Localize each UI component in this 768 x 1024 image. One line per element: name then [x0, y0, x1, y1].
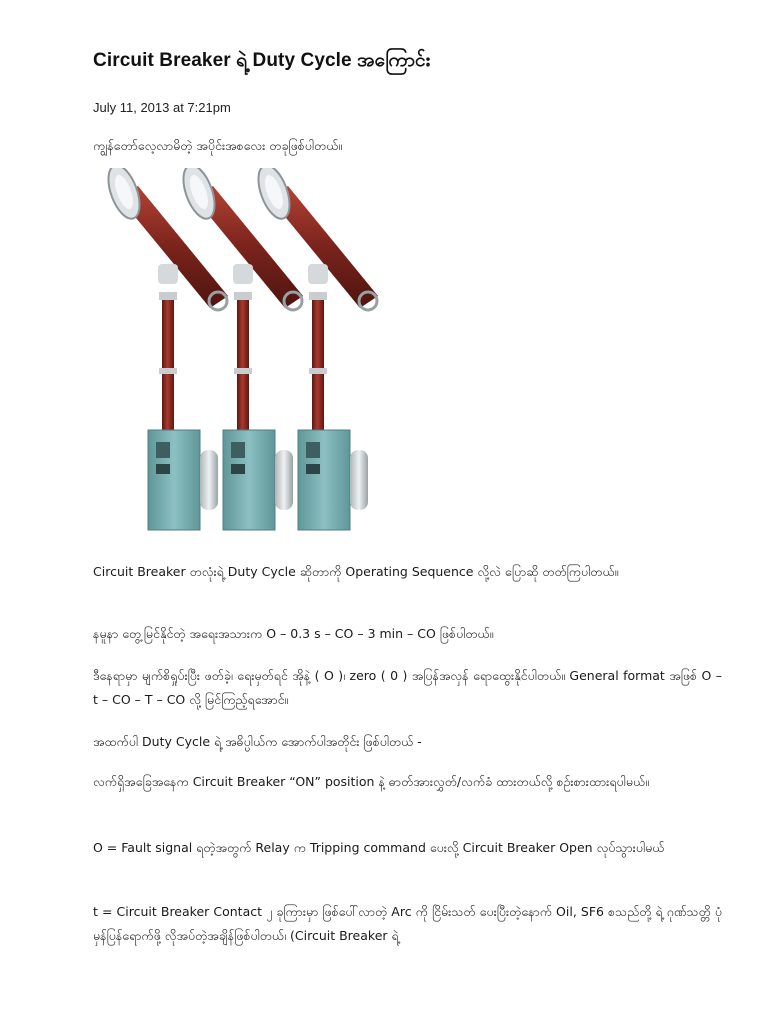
- circuit-breaker-image: [96, 168, 396, 538]
- paragraph-dead-time: t = Circuit Breaker Contact ၂ ခုကြားမှာ ဖြစ်ပေါ်လာတဲ့ Arc ကို ငြိမ်းသတ် ပေးပြီးတဲ့နောက် Oil, SF6 စသည်တို့ ရဲ့ ဂုဏ်သတ္တိ ပုံမှန်ပြန်ရောက်ဖို့ လိုအပ်တဲ့အချိန်ဖြစ်ပါတယ်၊ (Circuit Breaker ရဲ့: [93, 904, 722, 943]
- paragraph-general-format: ဒီနေရာမှာ မျက်စိရှုပ်းပြီး ဖတ်ခဲ့၊ ရေးမှတ်ရင် အိုနဲ့ ( O )၊ zero ( 0 ) အပြန်အလှန် ရောထွေးနိုင်ပါတယ်။ General format အဖြစ် O – t – CO – T – CO လို့ မြင်ကြည့်ရအောင်။: [93, 668, 722, 707]
- paragraph-meaning-intro: အထက်ပါ Duty Cycle ရဲ့ အဓိပ္ပါယ်က အောက်ပါအတိုင်း ဖြစ်ပါတယ် -: [93, 734, 422, 749]
- circuit-breaker-illustration: [96, 168, 396, 538]
- paragraph-initial-state: လက်ရှိအခြေအနေက Circuit Breaker “ON” position နဲ့ ဓာတ်အားလွှတ်/လက်ခံ ထားတယ်လို့ စဥ်းစားထားရပါမယ်။: [93, 774, 649, 789]
- paragraph-open-operation: O = Fault signal ရတဲ့အတွက် Relay က Tripping command ပေးလို့ Circuit Breaker Open လုပ်သွားပါမယ်: [93, 840, 665, 855]
- paragraph-example-sequence: နမူနာ တွေ့မြင်နိုင်တဲ့ အရေးအသားက O – 0.3 s – CO – 3 min – CO ဖြစ်ပါတယ်။: [93, 626, 494, 641]
- page-title: Circuit Breaker ရဲ့ Duty Cycle အကြောင်း: [93, 50, 431, 71]
- breaker-pole-1: [102, 168, 228, 530]
- post-date: July 11, 2013 at 7:21pm: [93, 100, 231, 115]
- intro-paragraph: ကျွန်တော်လေ့လာမိတဲ့ အပိုင်းအစလေး တခုဖြစ်ပါတယ်။: [93, 138, 343, 153]
- paragraph-duty-cycle-definition: Circuit Breaker တလုံးရဲ့ Duty Cycle ဆိုတာကို Operating Sequence လို့လဲ ပြောဆို တတ်ကြပါတယ်။: [93, 564, 619, 579]
